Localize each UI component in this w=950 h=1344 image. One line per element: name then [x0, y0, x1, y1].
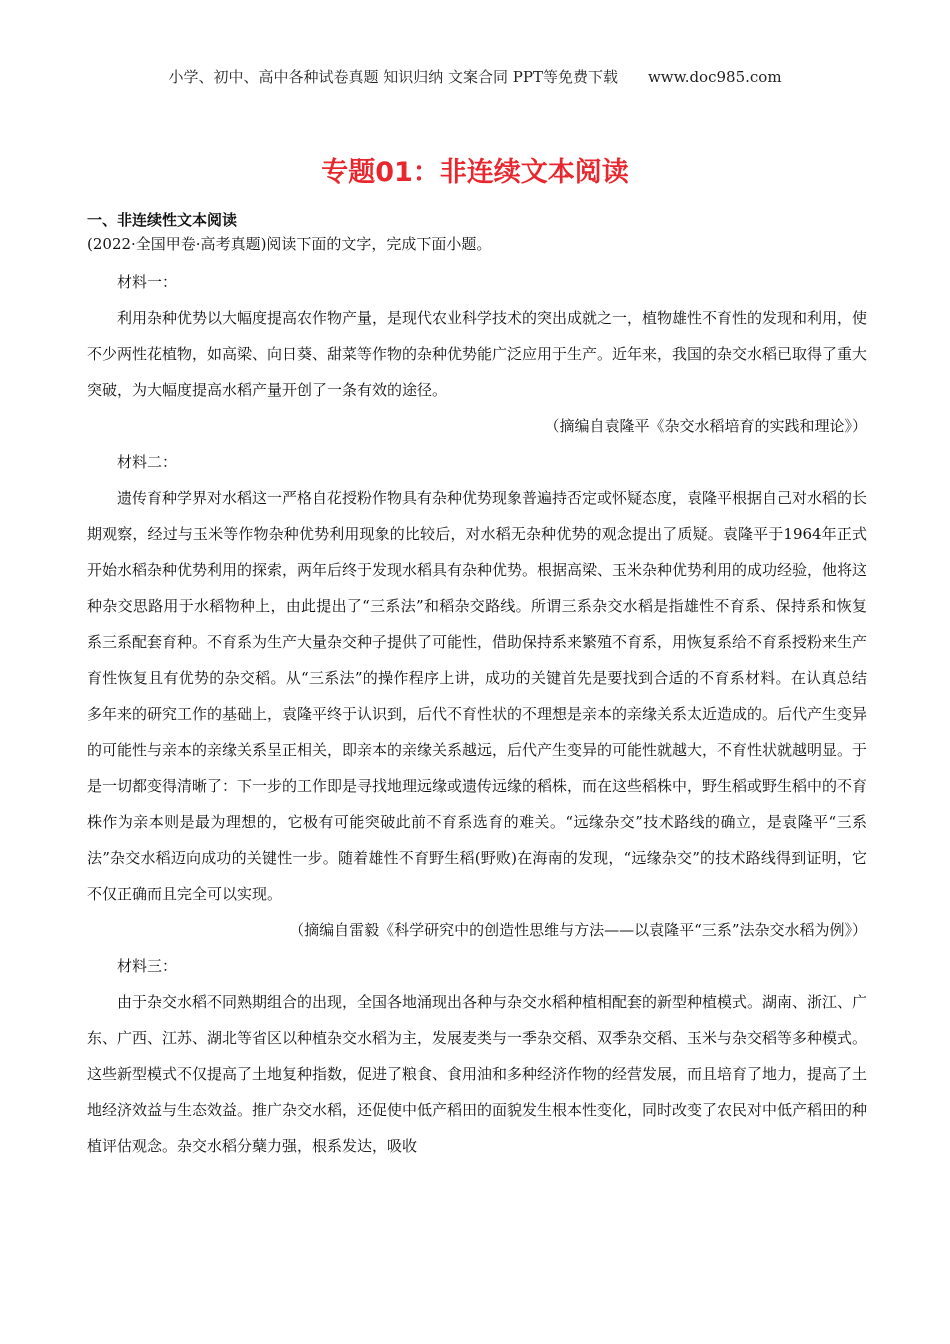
material-2-label: 材料二：: [117, 453, 178, 471]
material-1-label: 材料一：: [117, 273, 178, 291]
page-header: [0, 66, 950, 87]
document-body: [87, 208, 867, 1164]
header-url[interactable]: www.doc985.com: [647, 68, 782, 86]
exam-intro: (2022·全国甲卷·高考真题)阅读下面的文字，完成下面小题。: [87, 235, 492, 253]
header-text: 小学、初中、高中各种试卷真题 知识归纳 文案合同 PPT等免费下载: [168, 68, 618, 86]
material-3-label: 材料三：: [117, 957, 178, 975]
material-1-paragraph: 利用杂种优势以大幅度提高农作物产量，是现代农业科学技术的突出成就之一，植物雄性不育性的发现和利用，使不少两性花植物，如高梁、向日葵、甜菜等作物的杂种优势能广泛应用于生产。近年来，我国的杂交水稻已取得了重大突破，为大幅度提高水稻产量开创了一条有效的途径。: [87, 309, 868, 399]
section-heading: 一、非连续性文本阅读: [87, 211, 238, 229]
material-3-paragraph: 由于杂交水稻不同熟期组合的出现，全国各地涌现出各种与杂交水稻种植相配套的新型种植模式。湖南、浙江、广东、广西、江苏、湖北等省区以种植杂交水稻为主，发展麦类与一季杂交稻、双季杂交稻、玉米与杂交稻等多种模式。这些新型模式不仅提高了土地复种指数，促进了粮食、食用油和多种经济作物的经营发展，而且培育了地力，提高了土地经济效益与生态效益。推广杂交水稻，还促使中低产稻田的面貌发生根本性变化，同时改变了农民对中低产稻田的种植评估观念。杂交水稻分蘖力强，根系发达，吸收: [87, 993, 868, 1155]
material-2-source: （摘编自雷毅《科学研究中的创造性思维与方法——以袁隆平“三系”法杂交水稻为例》）: [289, 921, 867, 939]
material-2-paragraph: 遗传育种学界对水稻这一严格自花授粉作物具有杂种优势现象普遍持否定或怀疑态度，袁隆平根据自己对水稻的长期观察，经过与玉米等作物杂种优势利用现象的比较后，对水稻无杂种优势的观念提出了质疑。袁隆平于1964年正式开始水稻杂种优势利用的探索，两年后终于发现水稻具有杂种优势。根据高梁、玉米杂种优势利用的成功经验，他将这种杂交思路用于水稻物种上，由此提出了“三系法”和稻杂交路线。所谓三系杂交水稻是指雄性不育系、保持系和恢复系三系配套育种。不育系为生产大量杂交种子提供了可能性，借助保持系来繁殖不育系，用恢复系给不育系授粉来生产育性恢复且有优势的杂交稻。从“三系法”的操作程序上讲，成功的关键首先是要找到合适的不育系材料。在认真总结多年来的研究工作的基础上，袁隆平终于认识到，后代不育性状的不理想是亲本的亲缘关系太近造成的。后代产生变异的可能性与亲本的亲缘关系呈正相关，即亲本的亲缘关系越远，后代产生变异的可能性就越大，不育性状就越明显。于是一切都变得清晰了：下一步的工作即是寻找地理远缘或遗传远缘的稻株，而在这些稻株中，野生稻或野生稻中的不育株作为亲本则是最为理想的，它极有可能突破此前不育系选育的难关。“远缘杂交”技术路线的确立，是袁隆平“三系法”杂交水稻迈向成功的关键性一步。随着雄性不育野生稻(野败)在海南的发现，“远缘杂交”的技术路线得到证明，它不仅正确而且完全可以实现。: [87, 489, 868, 903]
page-title: 专题01：非连续文本阅读: [321, 157, 629, 188]
material-1-source: （摘编自袁隆平《杂交水稻培育的实践和理论》）: [544, 417, 867, 435]
